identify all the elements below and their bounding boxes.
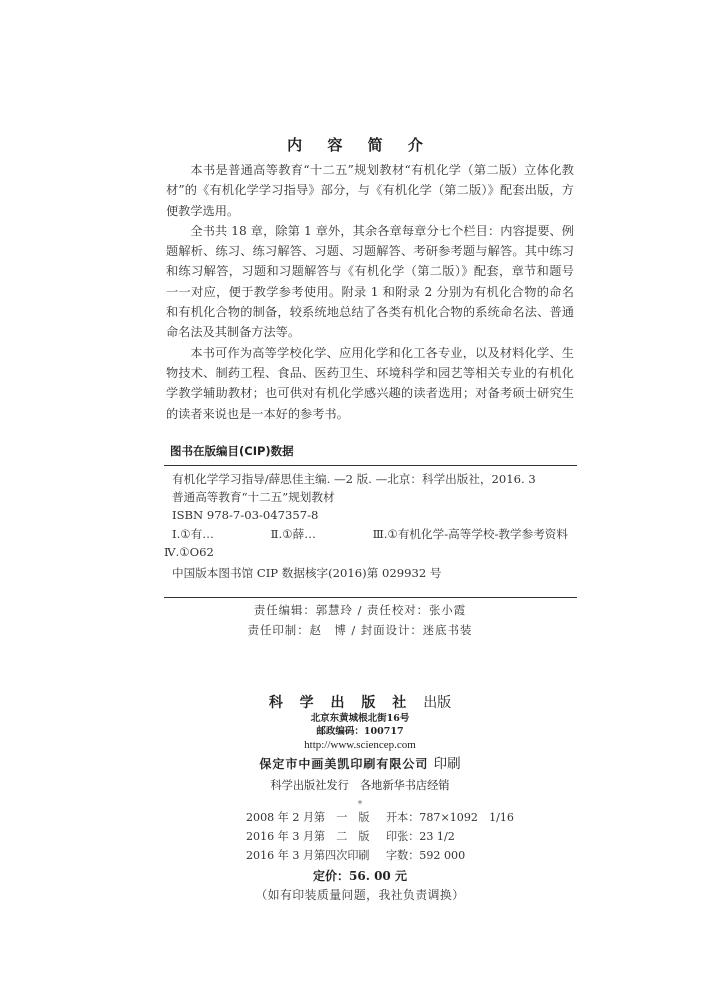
- cip-check-number: 中国版本图书馆 CIP 数据核字(2016)第 029932 号: [172, 566, 442, 581]
- edition-row: [246, 846, 514, 865]
- edition-row: [246, 827, 514, 846]
- publisher-name-suffix: 出版: [423, 695, 452, 711]
- editors-line-2: 责任印制：赵 博 / 封面设计：迷底书装: [247, 623, 473, 637]
- intro-title: 内 容 简 介: [287, 136, 433, 154]
- publisher-name: 科 学 出 版 社: [268, 695, 413, 711]
- cip-class-1: Ⅰ.①有…: [172, 526, 214, 541]
- publisher-zip: 邮政编码：100717: [316, 726, 404, 737]
- publisher-name-line: [0, 694, 720, 712]
- edition-date: 2016 年 3 月第四次印刷: [246, 849, 370, 862]
- price: 定价：56. 00 元: [313, 869, 407, 883]
- edition-row: [246, 808, 514, 827]
- quality-notice: （如有印装质量问题，我社负责调换）: [255, 888, 465, 902]
- intro-paragraph: 本书是普通高等教育“十二五”规划教材“有机化学（第二版）立体化教材”的《有机化学学习指导》部分，与《有机化学（第二版）》配套出版，方便教学选用。: [166, 163, 574, 218]
- edition-date: 2016 年 3 月第 二 版: [246, 830, 370, 843]
- printer-suffix: 印刷: [433, 756, 461, 772]
- editors-credits: [0, 600, 720, 640]
- cip-classification: [172, 525, 568, 543]
- cip-class-2: Ⅱ.①薛…: [270, 526, 316, 541]
- printer-name: 保定市中画美凯印刷有限公司: [259, 757, 429, 771]
- cip-top-rule: [164, 465, 577, 466]
- cip-data-block: [164, 470, 576, 582]
- cip-class-4: Ⅳ.①O62: [164, 544, 214, 559]
- publisher-block: [0, 694, 720, 812]
- printer-line: [0, 755, 720, 774]
- edition-detail: 开本：787×1092 1/16: [386, 811, 514, 824]
- edition-detail: 印张：23 1/2: [386, 830, 455, 843]
- publisher-url: http://www.sciencep.com: [304, 739, 416, 751]
- cip-series-line: 普通高等教育“十二五”规划教材: [172, 490, 335, 505]
- cip-class-3: Ⅲ.①有机化学-高等学校-教学参考资料: [372, 526, 568, 541]
- separator-star: *: [357, 800, 363, 810]
- cip-title-line: 有机化学学习指导/薛思佳主编. —2 版. —北京：科学出版社，2016. 3: [172, 472, 536, 486]
- cip-bottom-rule: [164, 597, 577, 598]
- publisher-address: 北京东黄城根北街16号: [310, 713, 410, 724]
- intro-paragraph: 全书共 18 章，除第 1 章外，其余各章每章分七个栏目：内容提要、例题解析、练习、练习解答、习题、习题解答、考研参考题与解答。其中练习和练习解答，习题和习题解答与《有机化学（第二版）》配套，章节和题号一一对应，便于教学参考使用。附录 1 和附录 2 分别为有机化合物的命名和有机化合物的制备，较系统地总结了各类有机化合物的系统命名法、普通命名法及其制备方法等。: [166, 223, 574, 340]
- edition-info: [246, 808, 514, 865]
- distribution-line: 科学出版社发行 各地新华书店经销: [270, 779, 450, 792]
- edition-detail: 字数：592 000: [386, 849, 466, 862]
- edition-date: 2008 年 2 月第 一 版: [246, 811, 370, 824]
- editors-line-1: 责任编辑：郭慧玲 / 责任校对：张小霞: [253, 603, 467, 617]
- intro-section: [166, 160, 574, 424]
- cip-isbn: ISBN 978-7-03-047357-8: [172, 508, 319, 523]
- intro-paragraph: 本书可作为高等学校化学、应用化学和化工各专业，以及材料化学、生物技术、制药工程、食品、医药卫生、环境科学和园艺等相关专业的有机化学教学辅助教材；也可供对有机化学感兴趣的读者选用；对备考硕士研究生的读者来说也是一本好的参考书。: [166, 345, 574, 421]
- cip-heading: 图书在版编目(CIP)数据: [170, 444, 294, 458]
